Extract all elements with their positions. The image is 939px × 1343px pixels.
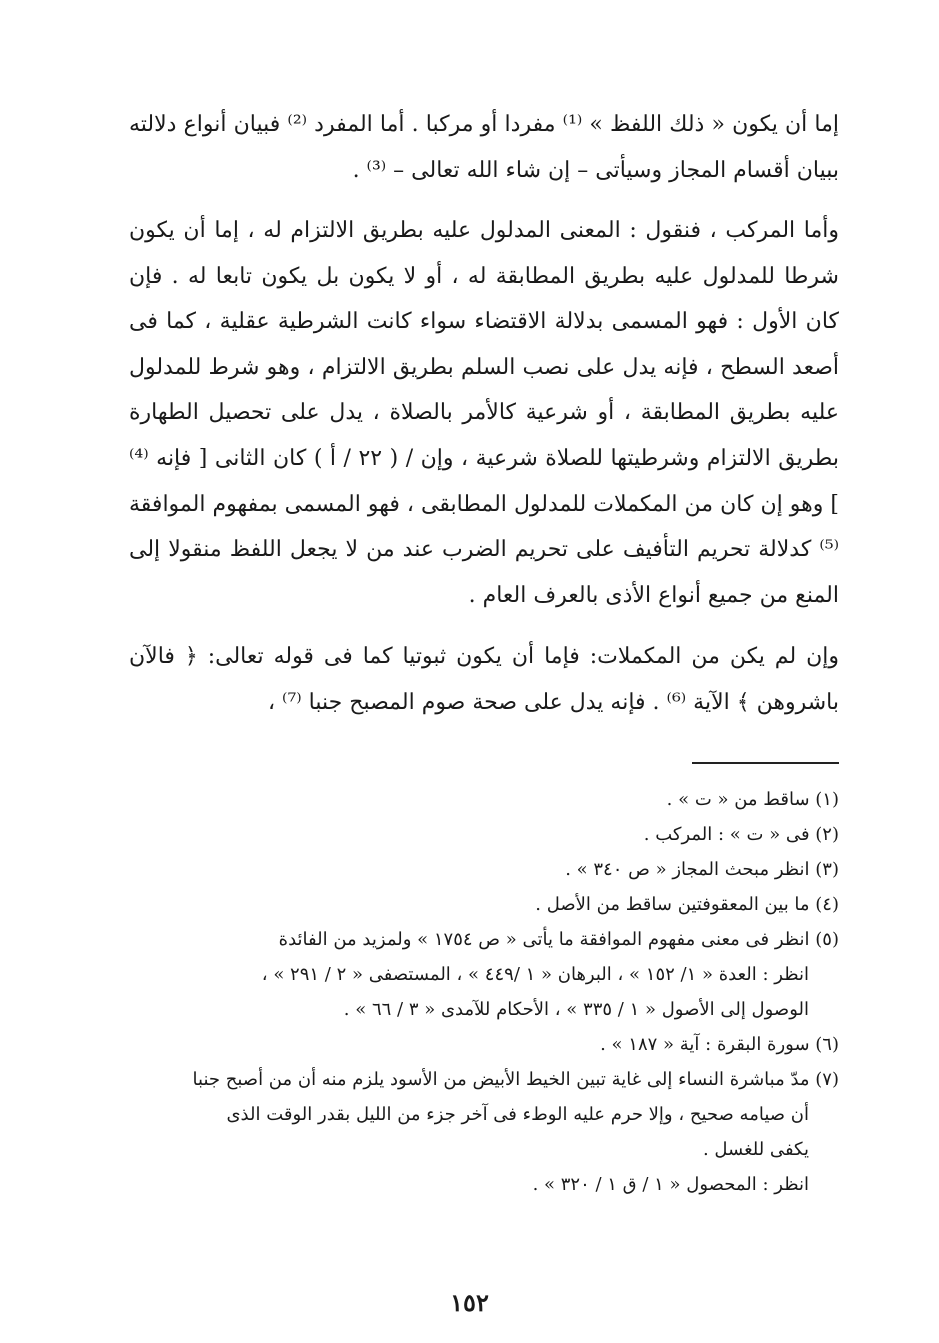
page-number: ١٥٢ [450,1288,489,1317]
paragraph-text: وإن لم يكن من المكملات: فإما أن يكون ثبوتيا كما فى قوله تعالى: ﴿ فالآن باشروهن ﴾ الآية ⁽⁶⁾ . فإنه يدل على صحة صوم المصبح جنبا ⁽⁷⁾ ، [129,644,839,715]
footnote-1: (١) ساقط من « ت » . [666,789,839,810]
footnote-5-line-2: انظر : العدة « ١/ ١٥٢ » ، البرهان « ١ /٤٤٩ » ، المستصفى « ٢ / ٢٩١ » ، [261,964,809,985]
footnotes-section [129,782,839,1202]
footnote-3: (٣) انظر مبحث المجاز « ص ٣٤٠ » . [565,859,839,880]
body-paragraph-2 [129,208,839,618]
footnote-7-line-1: (٧) مدّ مباشرة النساء إلى غاية تبين الخيط الأبيض من الأسود يلزم منه أن من أصبح جنبا [192,1069,839,1090]
footnote-7-line-4: انظر : المحصول « ١ / ق ١ / ٣٢٠ » . [532,1174,809,1195]
paragraph-text: إما أن يكون « ذلك اللفظ » ⁽¹⁾ مفردا أو مركبا . أما المفرد ⁽²⁾ فبيان أنواع دلالته ببيان أقسام المجاز وسيأتى – إن شاء الله تعالى – ⁽³⁾ . [129,112,840,183]
footnote-6: (٦) سورة البقرة : آية « ١٨٧ » . [600,1034,839,1055]
footnote-2: (٢) فى « ت » : المركب . [643,824,839,845]
body-paragraph-3 [129,634,839,725]
footnote-divider [692,762,839,764]
footnote-7-line-2: أن صيامه صحيح ، وإلا حرم عليه الوطء فى آخر جزء من الليل بقدر الوقت الذى [226,1104,809,1125]
footnote-4: (٤) ما بين المعقوفتين ساقط من الأصل . [535,894,839,915]
footnote-5-line-1: (٥) انظر فى معنى مفهوم الموافقة ما يأتى « ص ١٧٥٤ » ولمزيد من الفائدة [278,929,839,950]
body-paragraph-1 [129,102,839,193]
footnote-7-line-3: يكفى للغسل . [702,1139,809,1160]
footnote-5-line-3: الوصول إلى الأصول « ١ / ٣٣٥ » ، الأحكام للآمدى « ٣ / ٦٦ » . [343,999,809,1020]
paragraph-text: وأما المركب ، فنقول : المعنى المدلول عليه بطريق الالتزام له ، إما أن يكون شرطا للمدلول عليه بطريق المطابقة له ، أو لا يكون بل يكون تابعا له . فإن كان الأول : فهو المسمى بدلالة الاقتضاء سواء كانت الشرطية عقلية ، كما فى أصعد السطح ، فإنه يدل على نصب السلم بطريق الالتزام ، وهو شرط للمدلول عليه بطريق المطابقة ، أو شرعية كالأمر بالصلاة ، يدل على تحصيل الطهارة بطريق الالتزام وشرطيتها للصلاة شرعية ، وإن / ( ٢٢ / أ ) كان الثانى [ فإنه ⁽⁴⁾ ] وهو إن كان من المكملات للمدلول المطابقى ، فهو المسمى بمفهوم الموافقة ⁽⁵⁾ كدلالة تحريم التأفيف على تحريم الضرب عند من لا يجعل اللفظ منقولا إلى المنع من جميع أنواع الأذى بالعرف العام . [129,218,839,608]
